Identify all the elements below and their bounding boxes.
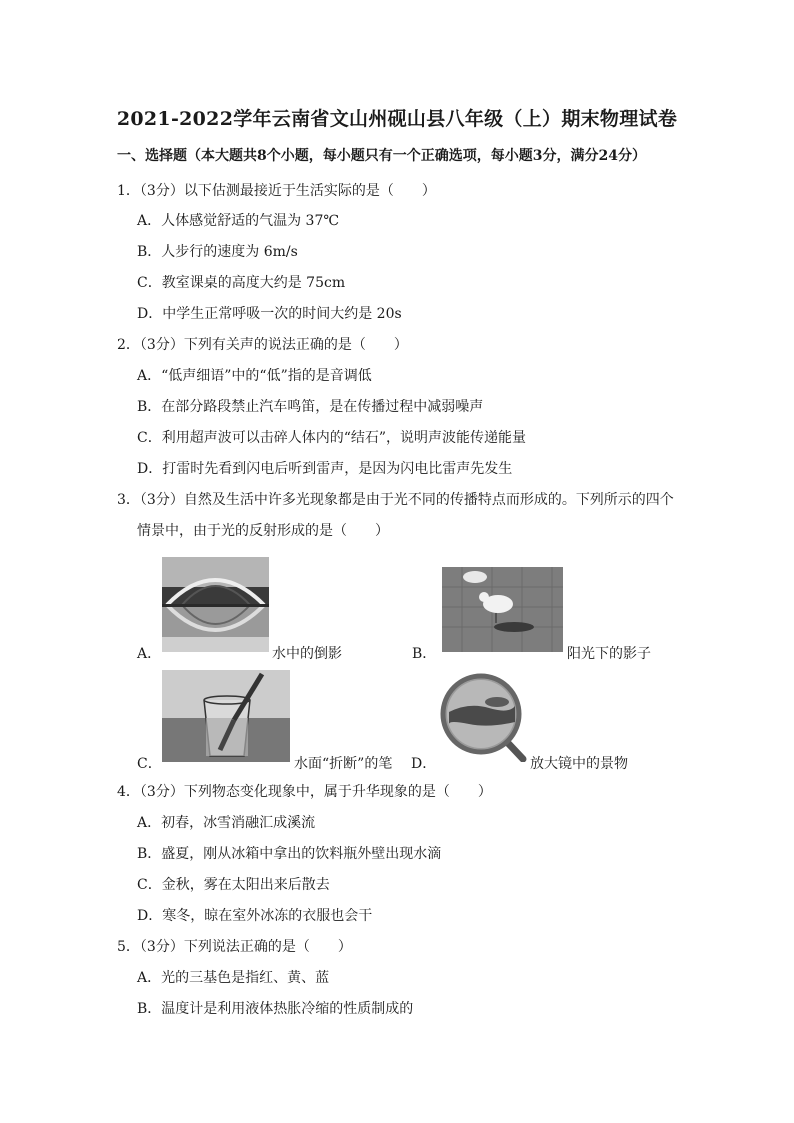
question-4-option-c: C．金秋，雾在太阳出来后散去 [137,877,330,893]
exam-title: 2021-2022学年云南省文山州砚山县八年级（上）期末物理试卷 [116,108,678,130]
question-3-option-a-caption: 水中的倒影 [272,646,342,662]
question-2-stem: 2．（3分）下列有关声的说法正确的是（ ） [117,337,408,353]
question-3-stem-cont: 情景中，由于光的反射形成的是（ ） [137,523,389,539]
question-3-option-a-letter: A． [137,646,162,662]
question-2-option-a: A．“低声细语”中的“低”指的是音调低 [137,368,372,384]
pigeons-shadow-photo-icon [442,567,563,652]
question-3-option-d-letter: D． [411,756,437,772]
bridge-reflection-photo-icon [162,557,269,652]
question-1-option-d: D．中学生正常呼吸一次的时间大约是 20s [137,306,402,322]
magnifying-glass-icon [439,672,527,762]
question-1-option-b: B．人步行的速度为 6m/s [137,244,298,260]
question-3-option-c-caption: 水面“折断”的笔 [294,756,393,772]
pencil-in-water-glass-icon [162,670,290,762]
question-3-option-b-caption: 阳光下的影子 [567,646,651,662]
question-2-option-d: D．打雷时先看到闪电后听到雷声，是因为闪电比雷声先发生 [137,461,513,477]
question-3-option-b-letter: B． [412,646,437,662]
question-4-option-a: A．初春，冰雪消融汇成溪流 [137,815,316,831]
question-3-option-d-caption: 放大镜中的景物 [530,756,628,772]
question-1-option-a: A．人体感觉舒适的气温为 37℃ [137,213,340,229]
question-4-option-d: D．寒冬，晾在室外冰冻的衣服也会干 [137,908,373,924]
question-1-option-c: C．教室课桌的高度大约是 75cm [137,275,346,291]
question-3-option-c-letter: C． [137,756,162,772]
question-5-option-a: A．光的三基色是指红、黄、蓝 [137,970,330,986]
question-3-stem: 3．（3分）自然及生活中许多光现象都是由于光不同的传播特点而形成的。下列所示的四个 [117,492,674,508]
question-1-stem: 1．（3分）以下估测最接近于生活实际的是（ ） [117,183,436,199]
section-heading: 一、选择题（本大题共8个小题，每小题只有一个正确选项，每小题3分，满分24分） [117,148,646,164]
question-2-option-c: C．利用超声波可以击碎人体内的“结石”，说明声波能传递能量 [137,430,527,446]
question-2-option-b: B．在部分路段禁止汽车鸣笛，是在传播过程中减弱噪声 [137,399,484,415]
question-4-option-b: B．盛夏，刚从冰箱中拿出的饮料瓶外壁出现水滴 [137,846,442,862]
question-4-stem: 4．（3分）下列物态变化现象中，属于升华现象的是（ ） [117,784,492,800]
question-5-stem: 5．（3分）下列说法正确的是（ ） [117,939,352,955]
question-5-option-b: B．温度计是利用液体热胀冷缩的性质制成的 [137,1001,414,1017]
